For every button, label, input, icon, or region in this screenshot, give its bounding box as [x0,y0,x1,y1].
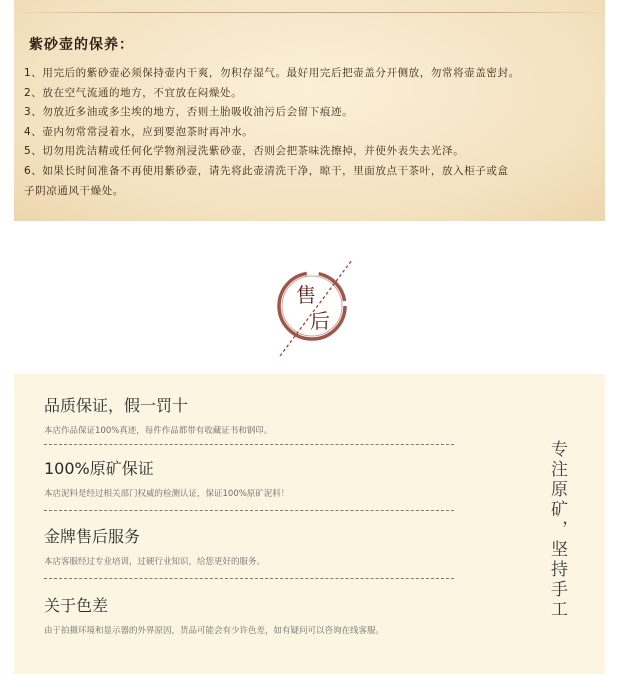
care-instructions-panel [14,0,605,221]
seal-char-2: 后 [310,309,330,333]
seal-char-1: 售 [296,283,316,307]
feature-title: 关于色差 [44,596,109,615]
dashed-divider [44,444,454,445]
feature-desc: 本店泥料是经过相关部门权威的检测认证，保证100%原矿泥料！ [44,489,290,499]
care-item: 6、如果长时间准备不再使用紫砂壶，请先将此壶清洗干净，晾干，里面放点干茶叶，放入柜子或盒 [24,164,509,177]
dashed-divider [44,578,454,579]
guarantee-quality [44,396,464,438]
care-list [24,64,602,201]
guarantees-panel [14,374,605,674]
care-item: 子阴凉通风干燥处。 [24,184,124,197]
care-item: 1、用完后的紫砂壶必须保持壶内干爽，勿积存湿气。最好用完后把壶盖分开侧放，勿常将壶盖密封。 [24,67,520,79]
feature-desc: 本店客服经过专业培训，过硬行业知识，给您更好的服务。 [44,557,266,567]
care-item: 2、放在空气流通的地方，不宜放在闷燥处。 [24,86,243,99]
feature-title: 品质保证，假一罚十 [44,396,189,415]
feature-title: 金牌售后服务 [44,527,141,546]
seal-graphic [262,254,362,364]
care-item: 5、切勿用洗洁精或任何化学物剂浸洗紫砂壶，否则会把茶味洗擦掉，并使外表失去光泽。 [24,145,465,158]
care-item: 3、勿放近多油或多尘埃的地方，否则土胎吸收油污后会留下痕迹。 [24,106,354,119]
care-title: 紫砂壶的保养： [29,37,134,53]
decorative-divider [14,12,605,13]
feature-desc: 本店作品保证100%真迹，每件作品都带有收藏证书和钢印。 [44,426,273,436]
dashed-divider [44,510,454,511]
guarantee-service [44,527,464,569]
care-item: 4、壶内勿常常浸着水，应到要泡茶时再冲水。 [24,125,254,138]
vertical-slogan: 专注原矿，坚持手工 [547,440,567,620]
guarantee-color-difference [44,596,464,638]
feature-title: 100%原矿保证 [44,459,154,478]
after-sales-seal-icon [262,254,362,364]
guarantee-raw-ore [44,459,464,501]
feature-desc: 由于拍摄环境和显示器的外界原因，货品可能会有少许色差，如有疑问可以咨询在线客服。 [44,626,385,636]
